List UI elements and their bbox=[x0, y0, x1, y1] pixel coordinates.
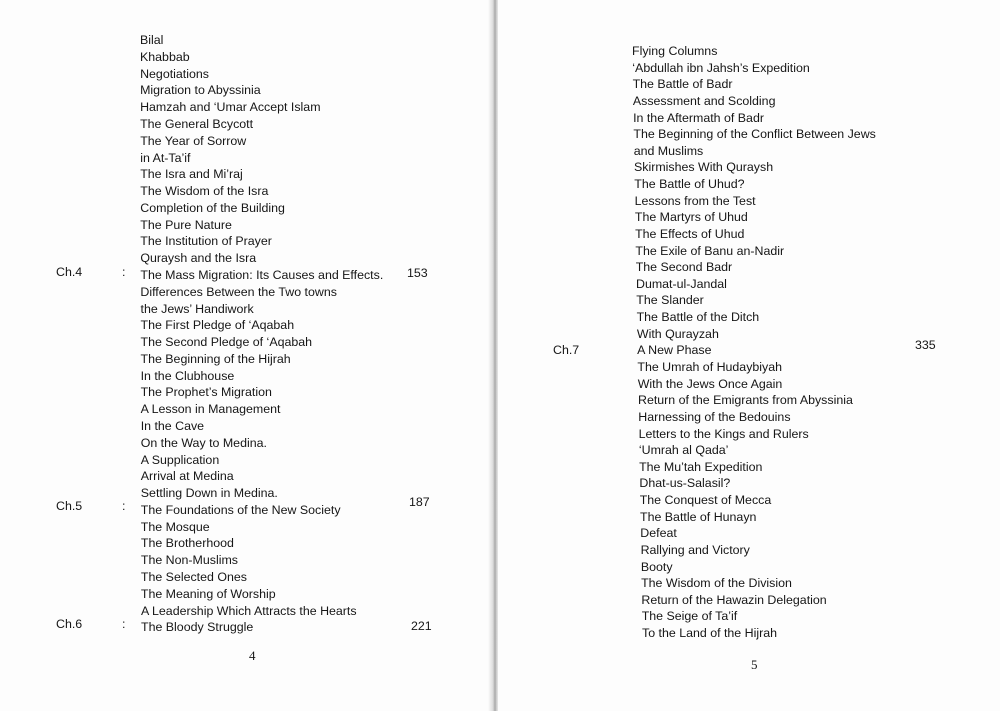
page-number: 4 bbox=[249, 648, 256, 663]
right-page bbox=[498, 0, 1000, 711]
contents-entry: ‘Abdullah ibn Jahsh’s Expedition bbox=[632, 60, 810, 75]
contents-entry: In the Cave bbox=[140, 418, 205, 433]
contents-entry: The Selected Ones bbox=[140, 570, 247, 584]
chapter-label: Ch.6 bbox=[56, 617, 83, 631]
contents-entry: The Slander bbox=[636, 293, 704, 308]
contents-entry: Settling Down in Medina. bbox=[140, 486, 278, 501]
contents-entry: The Battle of Badr bbox=[632, 77, 733, 92]
contents-entry: and Muslims bbox=[633, 143, 704, 158]
contents-entry: Hamzah and ‘Umar Accept Islam bbox=[140, 100, 321, 115]
contents-entry: The Beginning of the Conflict Between Jews bbox=[633, 127, 876, 142]
contents-entry: The Wisdom of the Isra bbox=[140, 184, 269, 198]
contents-entry: The Effects of Uhud bbox=[635, 226, 745, 241]
contents-entry: The Institution of Prayer bbox=[140, 234, 272, 249]
contents-entry: Dumat-ul-Jandal bbox=[636, 276, 727, 291]
contents-entry: Bilal bbox=[140, 33, 164, 47]
contents-entry: The Prophet’s Migration bbox=[140, 385, 272, 400]
contents-entry: the Jews’ Handiwork bbox=[140, 301, 254, 316]
contents-entry: With the Jews Once Again bbox=[637, 376, 783, 391]
contents-entry: The Seige of Ta’if bbox=[641, 609, 738, 624]
chapter-colon: : bbox=[122, 499, 126, 513]
contents-entry: To the Land of the Hijrah bbox=[642, 626, 778, 640]
page-number: 5 bbox=[751, 657, 758, 672]
contents-entry: The Battle of Uhud? bbox=[634, 177, 745, 191]
left-page bbox=[0, 0, 495, 711]
contents-entry: Defeat bbox=[640, 526, 677, 541]
contents-entry: The Conquest of Mecca bbox=[639, 493, 772, 507]
contents-entry: Harnessing of the Bedouins bbox=[638, 409, 791, 424]
contents-entry: The Foundations of the New Society bbox=[140, 502, 341, 517]
contents-entry: Return of the Hawazin Delegation bbox=[641, 592, 827, 607]
contents-entry: ‘Umrah al Qada’ bbox=[638, 443, 729, 458]
chapter-page-number: 153 bbox=[407, 266, 428, 280]
contents-entry: The First Pledge of ‘Aqabah bbox=[140, 318, 295, 333]
chapter-label: Ch.4 bbox=[56, 265, 83, 279]
contents-entry: Return of the Emigrants from Abyssinia bbox=[638, 393, 853, 408]
contents-entry: The Battle of Hunayn bbox=[640, 509, 757, 524]
contents-entry: The Year of Sorrow bbox=[140, 133, 247, 148]
contents-entry: A New Phase bbox=[637, 343, 712, 358]
contents-entry: A Leadership Which Attracts the Hearts bbox=[141, 603, 357, 618]
contents-entry: A Lesson in Management bbox=[140, 402, 281, 417]
contents-entry: Booty bbox=[640, 559, 673, 574]
contents-entry: The Battle of the Ditch bbox=[636, 310, 760, 325]
contents-entry: The Meaning of Worship bbox=[140, 586, 276, 601]
contents-entry: In the Aftermath of Badr bbox=[633, 110, 764, 125]
contents-entry: With Qurayzah bbox=[636, 326, 719, 341]
contents-entry: Letters to the Kings and Rulers bbox=[638, 426, 809, 441]
chapter-label: Ch.7 bbox=[553, 343, 580, 357]
contents-entry: Negotiations bbox=[140, 66, 209, 81]
chapter-label: Ch.5 bbox=[56, 499, 83, 513]
contents-entry: in At-Ta’if bbox=[140, 150, 191, 165]
contents-entry: The Beginning of the Hijrah bbox=[140, 351, 291, 366]
contents-entry: Completion of the Building bbox=[140, 200, 285, 215]
chapter-page-number: 335 bbox=[915, 338, 936, 352]
contents-entry: The Non-Muslims bbox=[140, 553, 238, 568]
contents-entry: Arrival at Medina bbox=[140, 469, 234, 484]
contents-entry: The Exile of Banu an-Nadir bbox=[635, 243, 785, 258]
chapter-page-number: 221 bbox=[411, 619, 432, 633]
chapter-colon: : bbox=[122, 265, 126, 279]
contents-entry: The Mass Migration: Its Causes and Effects. bbox=[140, 267, 384, 282]
contents-entry: The Martyrs of Uhud bbox=[634, 210, 748, 225]
contents-entry: Rallying and Victory bbox=[640, 542, 750, 557]
contents-entry: Quraysh and the Isra bbox=[140, 251, 257, 266]
contents-entry: On the Way to Medina. bbox=[140, 435, 267, 450]
contents-entry: The Umrah of Hudaybiyah bbox=[637, 360, 783, 374]
contents-entry: The Isra and Mi’raj bbox=[140, 167, 243, 182]
contents-entry: The Pure Nature bbox=[140, 217, 232, 232]
contents-entry: Lessons from the Test bbox=[634, 193, 756, 208]
chapter-page-number: 187 bbox=[409, 495, 430, 509]
contents-entry: The Mu’tah Expedition bbox=[639, 459, 763, 474]
contents-entry: In the Clubhouse bbox=[140, 368, 235, 383]
contents-entry: The Bloody Struggle bbox=[141, 620, 254, 635]
contents-entry: The General Bcycott bbox=[140, 116, 254, 131]
contents-entry: A Supplication bbox=[140, 452, 220, 467]
contents-entry: The Second Pledge of ‘Aqabah bbox=[140, 335, 313, 349]
contents-entry: Khabbab bbox=[140, 49, 190, 64]
contents-entry: Dhat-us-Salasil? bbox=[639, 476, 731, 491]
contents-entry: Assessment and Scolding bbox=[632, 93, 776, 108]
contents-entry: The Brotherhood bbox=[140, 536, 234, 551]
contents-entry: Differences Between the Two towns bbox=[140, 284, 337, 299]
contents-entry: Flying Columns bbox=[632, 44, 718, 58]
contents-entry: Migration to Abyssinia bbox=[140, 83, 261, 98]
contents-entry: The Second Badr bbox=[635, 260, 733, 275]
contents-entry: The Mosque bbox=[140, 519, 210, 534]
chapter-colon: : bbox=[122, 617, 126, 631]
contents-entry: The Wisdom of the Division bbox=[641, 576, 792, 591]
contents-entry: Skirmishes With Quraysh bbox=[634, 160, 774, 175]
